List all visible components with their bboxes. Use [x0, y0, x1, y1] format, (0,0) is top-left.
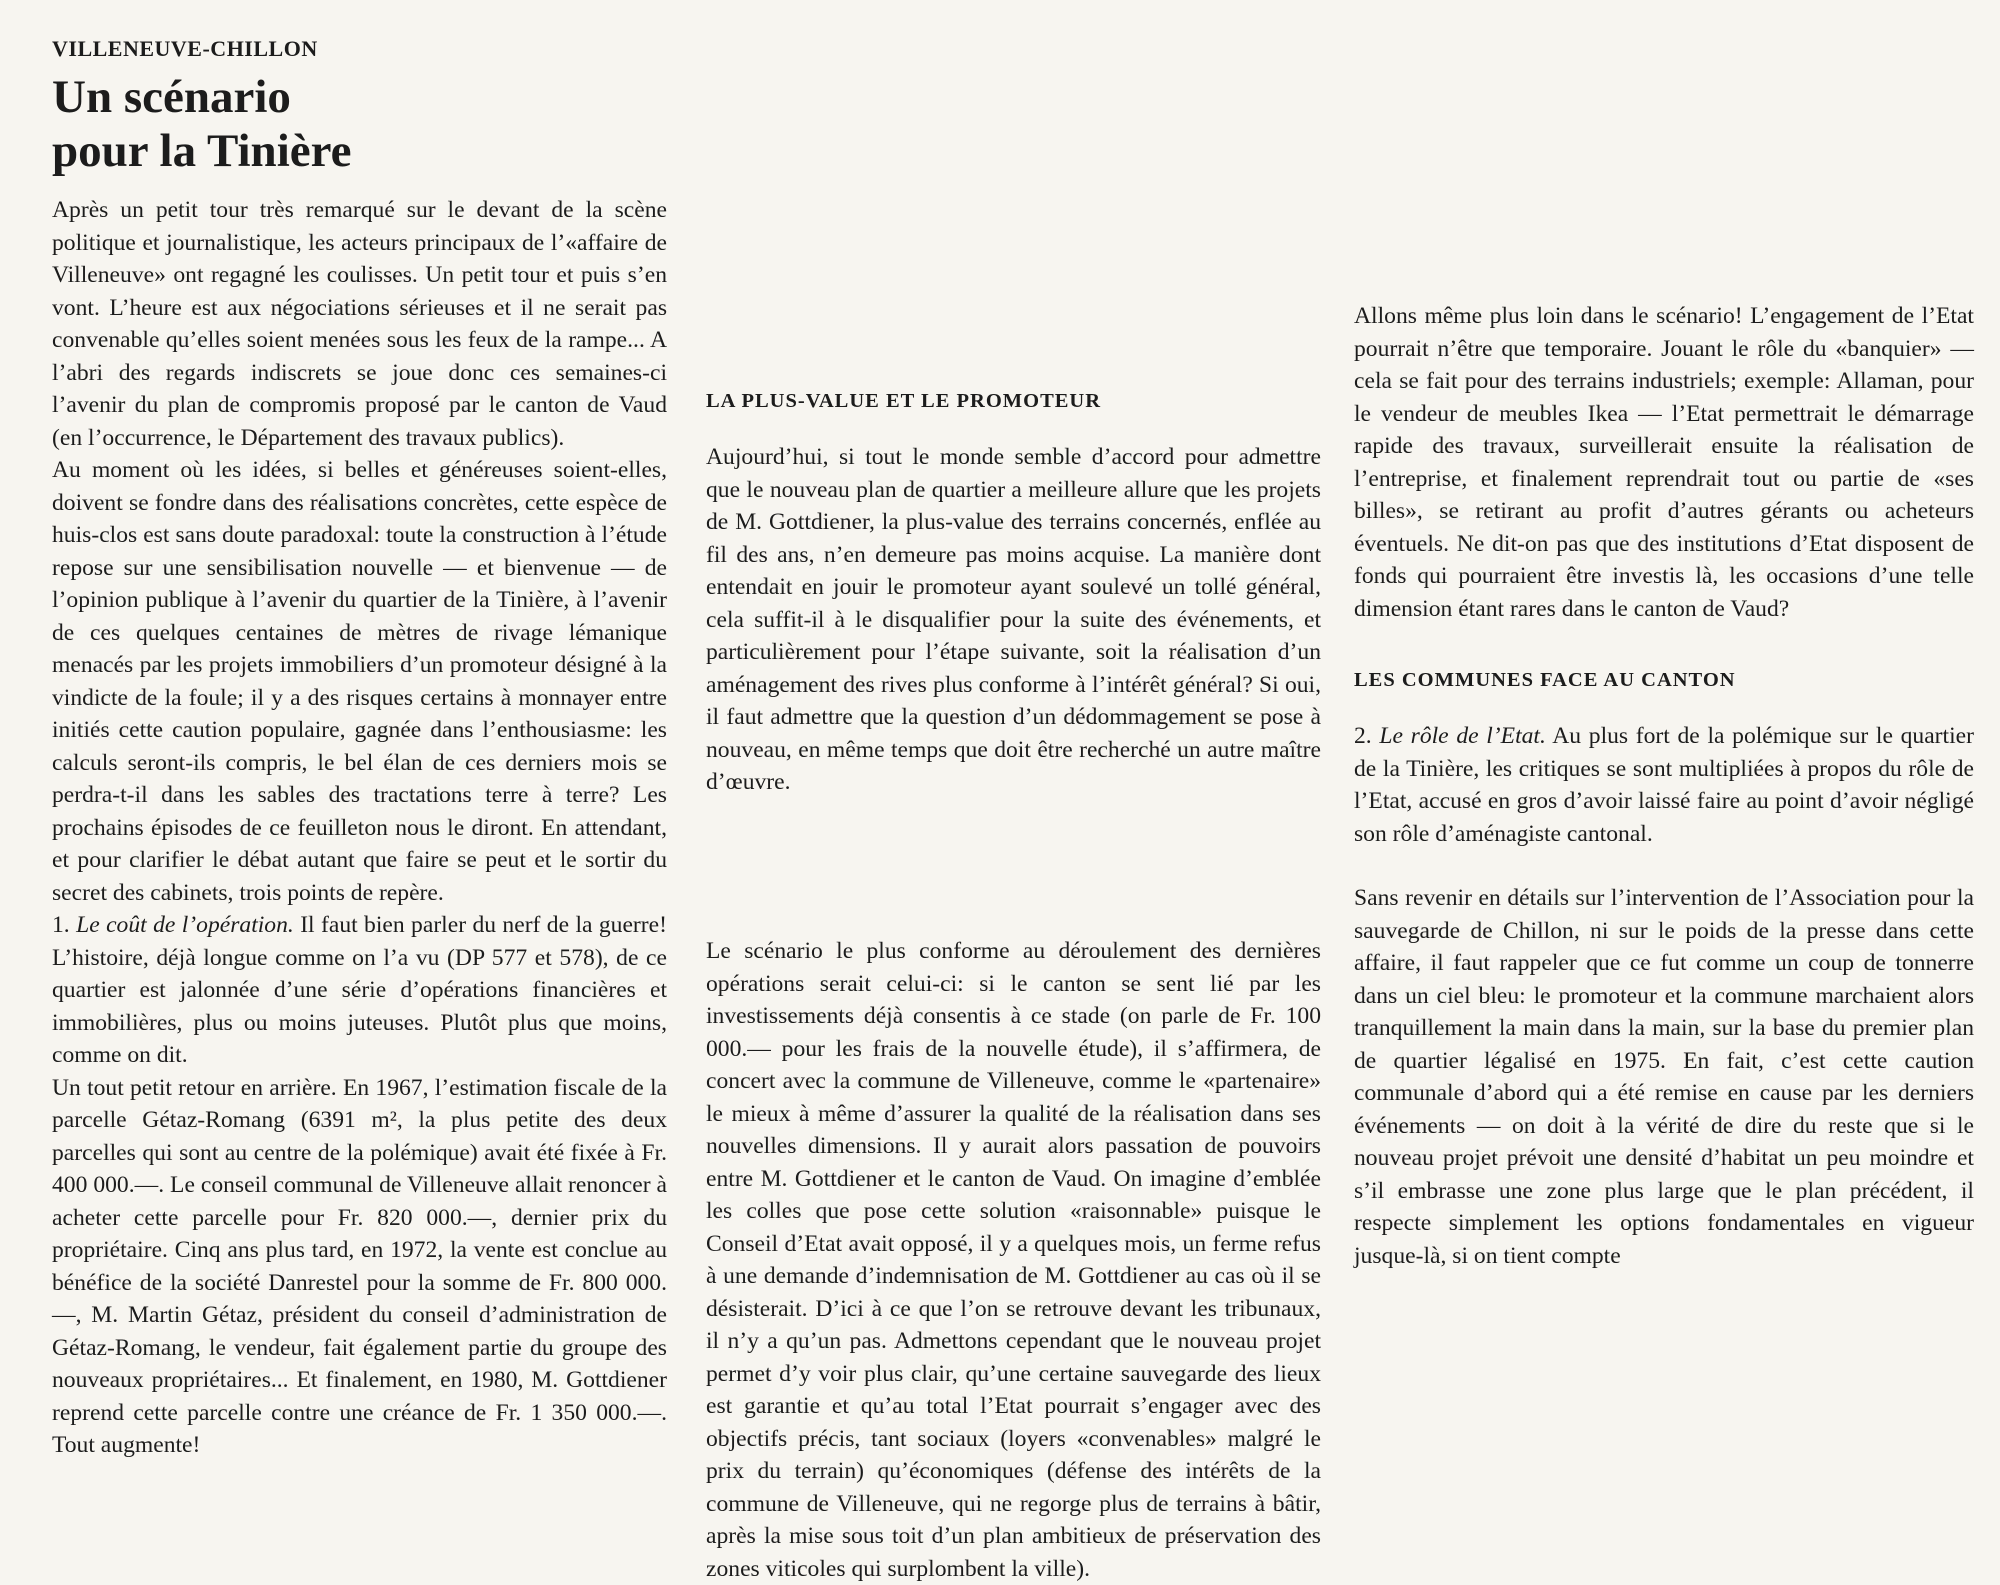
point-1-text: Il faut bien parler du nerf de la guerre! L’histoire, déjà longue comme on l’a vu (DP 577 et 578), de ce quartier est jalonnée d’une série d’opérations financières et immobilières, plus ou moins juteuses. Plutôt plus que moins, comme on dit.: [52, 912, 667, 1068]
point-1-heading: Le coût de l’opération.: [76, 912, 294, 938]
column-2-content: [706, 30, 1321, 799]
subheading-communes: LES COMMUNES FACE AU CANTON: [1354, 669, 1736, 691]
subheading-plus-value: LA PLUS-VALUE ET LE PROMOTEUR: [706, 390, 1102, 412]
paragraph-2: Au moment où les idées, si belles et généreuses soient-elles, doivent se fondre dans des réalisations concrètes, cette espèce de huis-clos est sans doute paradoxal: toute la construction à l’étude repose sur une sensibilisation nouvelle — et bienvenue — de l’opinion publique à l’avenir du quartier de la Tinière, à l’avenir de ces quelques centaines de mètres de rivage lémanique menacés par les projets immobiliers d’un promoteur désigné à la vindicte de la foule; il y a des risques certains à monnayer entre initiés cette caution populaire, gagnée dans l’enthousiasme: les calculs seront-ils compris, le bel élan de ces derniers mois se perdra-t-il dans les sables des tractations terre à terre? Les prochains épisodes de ce feuilleton nous le diront. En attendant, et pour clarifier le débat autant que faire se peut et le sortir du secret des cabinets, trois points de repère.: [52, 457, 667, 906]
title-line-2: pour la Tinière: [52, 125, 352, 177]
column-2-lower: [706, 935, 1321, 1582]
column-1: [52, 30, 667, 1550]
paragraph-history: Un tout petit retour en arrière. En 1967, l’estimation fiscale de la parcelle Gétaz-Romang (6391 m², la plus petite des deux parcelles qui sont au centre de la polémique) avait été fixée à Fr. 400 000.—. Le conseil communal de Villeneuve allait renoncer à acheter cette parcelle pour Fr. 820 000.—, dernier prix du propriétaire. Cinq ans plus tard, en 1972, la vente est conclue au bénéfice de la société Danrestel pour la somme de Fr. 800 000.—, M. Martin Gétaz, président du conseil d’administration de Gétaz-Romang, le vendeur, fait également partie du groupe des nouveaux propriétaires... Et finalement, en 1980, M. Gottdiener reprend cette parcelle contre une créance de Fr. 1 350 000.—. Tout augmente!: [52, 1074, 667, 1458]
paragraph-plus-value: Aujourd’hui, si tout le monde semble d’accord pour admettre que le nouveau plan de quartier a meilleure allure que les projets de M. Gottdiener, la plus-value des terrains concernés, enflée au fil des ans, n’en demeure pas moins acquise. La manière dont entendait en jouir le promoteur ayant soulevé un tollé général, cela suffit-il à le disqualifier pour la suite des événements, et particulièrement pour l’étape suivante, soit la réalisation d’un aménagement des rives plus conforme à l’intérêt général? Si oui, il faut admettre que la question d’un dédommagement se pose à nouveau, en même temps que doit être recherché un autre maître d’œuvre.: [706, 444, 1321, 795]
paragraph-point-1: [52, 909, 667, 1072]
article-title: [52, 70, 667, 178]
column-3-content: [1354, 30, 1974, 1272]
paragraph-etat-banquier: Allons même plus loin dans le scénario! L’engagement de l’Etat pourrait n’être que temporaire. Jouant le rôle du «banquier» — cela se fait pour des terrains industriels; exemple: Allaman, pour le vendeur de meubles Ikea — l’Etat permettrait le démarrage rapide des travaux, surveillerait ensuite la réalisation de l’entreprise, et finalement reprendrait tout ou partie de «ses billes», se retirant au profit d’autres gérants ou acheteurs éventuels. Ne dit-on pas que des institutions d’Etat disposent de fonds qui pourraient être investis là, les occasions d’une telle dimension étant rares dans le canton de Vaud?: [1354, 303, 1974, 622]
point-2-number: 2.: [1354, 723, 1372, 749]
paragraph-scenario-text: Le scénario le plus conforme au déroulement des dernières opérations serait celui-ci: si le canton se sent lié par les investissements déjà consentis à ce stade (on parle de Fr. 100 000.— pour les frais de la nouvelle étude), il s’affirmera, de concert avec la commune de Villeneuve, comme le «partenaire» le mieux à même d’assurer la qualité de la réalisation dans ses nouvelles dimensions. Il y aurait alors passation de pouvoirs entre M. Gottdiener et le canton de Vaud. On imagine d’emblée les colles que pose cette solution «raisonnable» puisque le Conseil d’Etat avait opposé, il y a quelques mois, un ferme refus à une demande d’indemnisation de M. Gottdiener au cas où il se désisterait. D’ici à ce que l’on se retrouve devant les tribunaux, il n’y a qu’un pas. Admettons cependant que le nouveau projet permet d’y voir plus clair, qu’une certaine sauvegarde des lieux est garantie et qu’au total l’Etat pourrait s’engager avec des objectifs précis, tant sociaux (loyers «convenables» malgré le prix du terrain) qu’économiques (défense des intérêts de la commune de Villeneuve, qui ne regorge plus de terrains à bâtir, après la mise sous toit d’un plan ambitieux de préservation des zones viticoles qui surplombent la ville).: [706, 938, 1321, 1582]
point-1-number: 1.: [52, 912, 70, 938]
point-2-text: Au plus fort de la polémique sur le quartier de la Tinière, les critiques se sont multipliées à propos du rôle de l’Etat, accusé en gros d’avoir laissé faire au point d’avoir négligé son rôle d’aménagiste cantonal.: [1354, 723, 1974, 847]
title-line-1: Un scénario: [52, 71, 291, 123]
paragraph-point-2: [1354, 720, 1974, 850]
point-2-heading: Le rôle de l’Etat.: [1379, 723, 1546, 749]
paragraph-association: Sans revenir en détails sur l’intervention de l’Association pour la sauvegarde de Chillon, ni sur le poids de la presse dans cette affaire, il faut rappeler que ce fut comme un coup de tonnerre dans un ciel bleu: le promoteur et la commune marchaient alors tranquillement la main dans la main, sur la base du premier plan de quartier légalisé en 1975. En fait, c’est cette caution communale d’abord qui a été remise en cause par les derniers événements — on doit à la vérité de dire du reste que si le nouveau projet prévoit une densité d’habitat un peu moindre et s’il embrasse une zone plus large que le plan précédent, il respecte simplement les options fondamentales en vigueur jusque-là, si on tient compte: [1354, 885, 1974, 1269]
article-kicker: VILLENEUVE-CHILLON: [52, 36, 318, 61]
paragraph-intro: Après un petit tour très remarqué sur le devant de la scène politique et journalistique, les acteurs principaux de l’«affaire de Villeneuve» ont regagné les coulisses. Un petit tour et puis s’en vont. L’heure est aux négociations sérieuses et il ne serait pas convenable qu’elles soient menées sous les feux de la rampe... A l’abri des regards indiscrets se joue donc ces semaines-ci l’avenir du plan de compromis proposé par le canton de Vaud (en l’occurrence, le Département des travaux publics).: [52, 197, 667, 451]
